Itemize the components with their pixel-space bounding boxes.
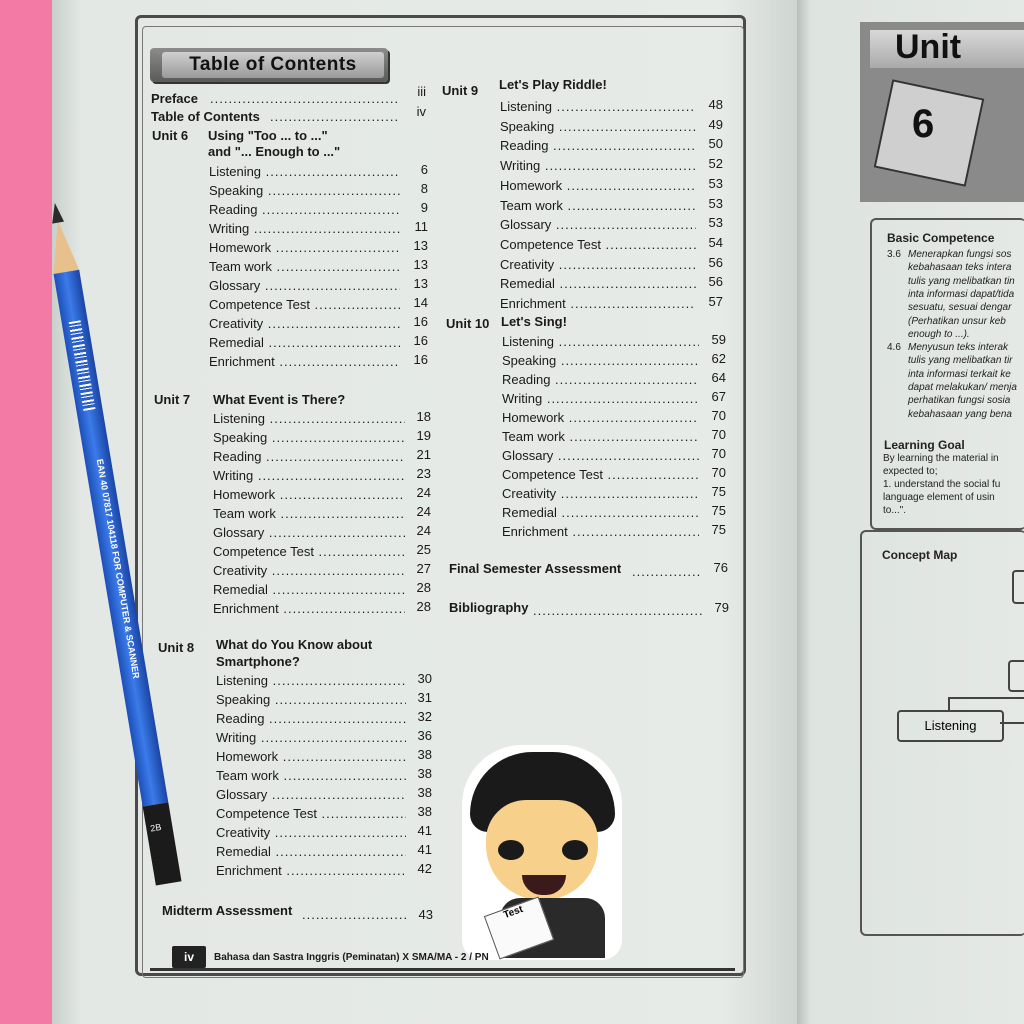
unit9-item-page: 53 xyxy=(708,215,723,231)
unit7-item-label: Writing ..... xyxy=(213,468,405,483)
unit6-item-label: Reading ..... xyxy=(209,202,400,217)
unit8-title-1: What do You Know about xyxy=(216,637,373,652)
unit7-item-page: 21 xyxy=(416,447,431,462)
unit8-item-page: 38 xyxy=(417,747,432,762)
concept-node-middle xyxy=(1008,660,1024,692)
unit9-item-label: Listening ..... xyxy=(500,99,696,114)
competence-line: kebahasaan teks intera xyxy=(908,262,1012,274)
unit8-label: Unit 8 xyxy=(158,640,195,655)
unit10-item-page: 59 xyxy=(711,332,726,347)
unit6-item-label: Glossary ..... xyxy=(209,278,400,293)
midterm-label: Midterm Assessment xyxy=(162,903,293,918)
unit9-item-page: 52 xyxy=(708,156,723,172)
competence-line: Menerapkan fungsi sos xyxy=(908,249,1012,260)
toc-title: Table of Contents xyxy=(162,52,384,78)
unit9-item-page: 53 xyxy=(708,195,723,211)
bibliography-label: Bibliography xyxy=(449,600,529,615)
unit9-item-page: 57 xyxy=(708,294,723,309)
midterm-page: 43 xyxy=(418,907,433,922)
unit8-item-page: 38 xyxy=(417,766,432,781)
unit10-item-label: Speaking ..... xyxy=(502,353,699,368)
pencil-lead xyxy=(49,202,64,224)
unit9-item-label: Speaking ..... xyxy=(500,119,696,134)
preface-label: Preface xyxy=(151,91,198,106)
unit-number: 6 xyxy=(912,102,935,146)
unit8-item-label: Glossary ..... xyxy=(216,787,406,802)
competence-line: tulis yang melibatkan tin xyxy=(908,275,1015,287)
toc-entry-label: Table of Contents xyxy=(151,109,260,124)
unit8-item-page: 41 xyxy=(417,823,432,838)
concept-node-listening: Listening xyxy=(897,710,1004,742)
unit7-item-label: Listening ..... xyxy=(213,411,405,426)
unit7-item-page: 24 xyxy=(416,504,431,519)
footer-page-number: iv xyxy=(172,946,206,968)
unit10-item-label: Enrichment ..... xyxy=(502,524,699,539)
unit6-item-page: 16 xyxy=(413,333,428,348)
unit8-item-label: Writing ..... xyxy=(216,730,406,745)
bibliography-leader xyxy=(533,603,703,618)
unit10-item-label: Writing ..... xyxy=(502,391,699,406)
unit6-item-page: 16 xyxy=(413,314,428,329)
unit10-item-label: Competence Test ..... xyxy=(502,467,699,482)
unit10-item-page: 75 xyxy=(711,503,726,518)
toc-entry-page: iv xyxy=(416,104,426,119)
unit9-item-label: Remedial ..... xyxy=(500,276,696,291)
unit7-item-label: Homework ..... xyxy=(213,487,405,502)
toc-banner xyxy=(150,48,388,82)
unit9-item-page: 49 xyxy=(708,116,723,132)
unit6-item-page: 6 xyxy=(420,162,428,177)
final-assessment-page: 76 xyxy=(713,560,728,575)
unit7-item-page: 28 xyxy=(416,580,431,595)
unit6-title-1: Using "Too ... to ..." xyxy=(208,128,328,143)
competence-number: 4.6 xyxy=(887,342,901,354)
toc-entry-leader xyxy=(270,109,400,124)
learning-goal-line: expected to; xyxy=(883,466,938,477)
unit8-title-2: Smartphone? xyxy=(216,654,300,669)
competence-line: dapat melakukan/ menja xyxy=(908,382,1017,393)
learning-goal-line: By learning the material in xyxy=(883,453,999,464)
unit10-item-page: 67 xyxy=(711,389,726,404)
unit6-item-page: 13 xyxy=(413,257,428,272)
unit9-item-label: Competence Test ..... xyxy=(500,237,696,252)
learning-goal-title: Learning Goal xyxy=(884,438,965,452)
unit7-item-page: 25 xyxy=(416,542,431,557)
unit6-item-label: Remedial ..... xyxy=(209,335,400,350)
unit9-item-label: Reading ..... xyxy=(500,138,696,153)
unit6-item-label: Speaking ..... xyxy=(209,183,400,198)
unit9-item-label: Enrichment ..... xyxy=(500,296,696,311)
unit8-item-page: 38 xyxy=(417,785,432,800)
basic-competence-title: Basic Competence xyxy=(887,231,995,245)
unit9-item-label: Writing ..... xyxy=(500,158,696,173)
unit10-item-label: Creativity ..... xyxy=(502,486,699,501)
unit10-label: Unit 10 xyxy=(446,316,490,331)
unit10-item-label: Team work ..... xyxy=(502,429,699,444)
final-assessment-label: Final Semester Assessment xyxy=(449,561,622,576)
unit9-item-page: 50 xyxy=(708,136,723,152)
unit9-item-label: Team work ..... xyxy=(500,198,696,213)
unit8-item-page: 42 xyxy=(417,861,432,876)
competence-line: inta informasi dapat/tida xyxy=(908,288,1015,300)
unit9-item-label: Glossary ..... xyxy=(500,217,696,232)
competence-number: 3.6 xyxy=(887,249,901,260)
learning-goal-line: language element of usin xyxy=(883,492,995,503)
unit7-item-label: Reading ..... xyxy=(213,449,405,464)
unit6-item-page: 11 xyxy=(414,219,428,234)
unit7-item-page: 23 xyxy=(416,466,431,481)
unit6-item-label: Team work ..... xyxy=(209,259,400,274)
unit9-item-page: 54 xyxy=(708,234,723,250)
unit10-item-page: 62 xyxy=(711,351,726,366)
unit10-item-page: 70 xyxy=(711,446,726,461)
unit10-item-page: 75 xyxy=(711,522,726,537)
competence-line: tulis yang melibatkan tir xyxy=(908,355,1013,367)
unit8-item-page: 41 xyxy=(417,842,432,857)
footer-rule xyxy=(150,968,735,971)
unit6-title-2: and "... Enough to ..." xyxy=(208,144,341,159)
unit10-item-page: 70 xyxy=(711,408,726,423)
mascot-left-eye xyxy=(498,840,524,860)
unit7-item-label: Creativity ..... xyxy=(213,563,405,578)
unit8-item-label: Reading ..... xyxy=(216,711,406,726)
unit7-item-page: 24 xyxy=(416,523,431,538)
unit8-item-label: Remedial ..... xyxy=(216,844,406,859)
unit10-item-label: Homework ..... xyxy=(502,410,699,425)
unit6-item-label: Homework ..... xyxy=(209,240,400,255)
unit9-item-page: 56 xyxy=(708,274,723,290)
unit9-label: Unit 9 xyxy=(442,83,479,98)
concept-node-top xyxy=(1012,570,1024,604)
unit8-item-label: Creativity ..... xyxy=(216,825,406,840)
competence-line: Menyusun teks interak xyxy=(908,342,1009,354)
unit7-item-page: 24 xyxy=(416,485,431,500)
unit8-item-page: 38 xyxy=(417,804,432,819)
unit10-item-page: 70 xyxy=(711,427,726,442)
midterm-leader xyxy=(302,907,406,922)
unit8-item-label: Team work ..... xyxy=(216,768,406,783)
unit6-item-page: 9 xyxy=(420,200,428,215)
unit10-item-page: 64 xyxy=(711,370,726,385)
unit7-item-page: 28 xyxy=(416,599,431,614)
pencil-barcode-text: EAN 40 07817 104118 FOR COMPUTER & SCANNER xyxy=(94,458,142,680)
unit6-item-label: Enrichment ..... xyxy=(209,354,400,369)
unit6-item-page: 13 xyxy=(413,238,428,253)
unit9-item-label: Creativity ..... xyxy=(500,257,696,272)
unit9-item-page: 53 xyxy=(708,175,723,191)
unit8-item-page: 36 xyxy=(417,728,432,743)
unit8-item-label: Enrichment ..... xyxy=(216,863,406,878)
unit8-item-page: 30 xyxy=(417,671,432,686)
bibliography-page: 79 xyxy=(714,600,729,615)
unit7-item-label: Remedial ..... xyxy=(213,582,405,597)
unit6-item-page: 14 xyxy=(413,295,428,310)
learning-goal-line: 1. understand the social fu xyxy=(883,479,1001,490)
final-assessment-leader xyxy=(632,564,702,579)
unit10-item-label: Listening ..... xyxy=(502,334,699,349)
unit10-item-label: Remedial ..... xyxy=(502,505,699,520)
unit7-title-1: What Event is There? xyxy=(213,392,346,407)
unit7-item-label: Speaking ..... xyxy=(213,430,405,445)
competence-line: perhatikan fungsi sosia xyxy=(908,395,1011,407)
unit8-item-label: Listening ..... xyxy=(216,673,406,688)
unit7-item-label: Team work ..... xyxy=(213,506,405,521)
preface-leader xyxy=(210,91,400,106)
unit7-item-label: Glossary ..... xyxy=(213,525,405,540)
competence-line: sesuatu, sesuai dengar xyxy=(908,302,1012,314)
unit9-item-label: Homework ..... xyxy=(500,178,696,193)
unit10-item-page: 75 xyxy=(711,484,726,499)
unit9-item-page: 56 xyxy=(708,254,723,270)
unit6-item-label: Creativity ..... xyxy=(209,316,400,331)
unit6-label: Unit 6 xyxy=(152,128,189,143)
unit7-item-label: Enrichment ..... xyxy=(213,601,405,616)
unit6-item-label: Competence Test ..... xyxy=(209,297,400,312)
mascot-right-eye xyxy=(562,840,588,860)
competence-line: kebahasaan yang bena xyxy=(908,408,1012,420)
footer-book-title: Bahasa dan Sastra Inggris (Peminatan) X SMA/MA - 2 / PN xyxy=(214,952,489,963)
learning-goal-line: to...". xyxy=(883,505,907,516)
competence-line: (Perhatikan unsur keb xyxy=(908,315,1006,327)
unit7-label: Unit 7 xyxy=(154,392,191,407)
unit7-item-label: Competence Test ..... xyxy=(213,544,405,559)
preface-page: iii xyxy=(417,84,426,99)
unit9-item-page: 48 xyxy=(708,97,723,112)
unit8-item-label: Homework ..... xyxy=(216,749,406,764)
unit9-title-1: Let's Play Riddle! xyxy=(499,77,607,92)
unit6-item-page: 16 xyxy=(413,352,428,367)
unit10-item-page: 70 xyxy=(711,465,726,480)
unit8-item-label: Competence Test ..... xyxy=(216,806,406,821)
mascot-test-paper: Test xyxy=(484,896,554,959)
unit7-item-page: 18 xyxy=(416,409,431,424)
unit8-item-page: 31 xyxy=(417,690,432,705)
unit6-item-label: Writing ..... xyxy=(209,221,400,236)
unit6-item-page: 13 xyxy=(413,276,428,291)
unit6-item-label: Listening ..... xyxy=(209,164,400,179)
unit8-item-label: Speaking ..... xyxy=(216,692,406,707)
unit8-item-page: 32 xyxy=(417,709,432,724)
concept-map-title: Concept Map xyxy=(882,548,958,562)
unit-header-word: Unit xyxy=(895,28,962,66)
unit6-item-page: 8 xyxy=(420,181,428,196)
pencil-grade: 2B xyxy=(149,821,163,834)
unit10-item-label: Glossary ..... xyxy=(502,448,699,463)
unit7-item-page: 19 xyxy=(416,428,431,443)
unit7-item-page: 27 xyxy=(416,561,431,576)
unit10-title-1: Let's Sing! xyxy=(501,314,567,329)
pink-background xyxy=(0,0,60,1024)
competence-line: inta informasi terkait ke xyxy=(908,368,1011,380)
competence-line: enough to ...). xyxy=(908,328,970,340)
unit10-item-label: Reading ..... xyxy=(502,372,699,387)
